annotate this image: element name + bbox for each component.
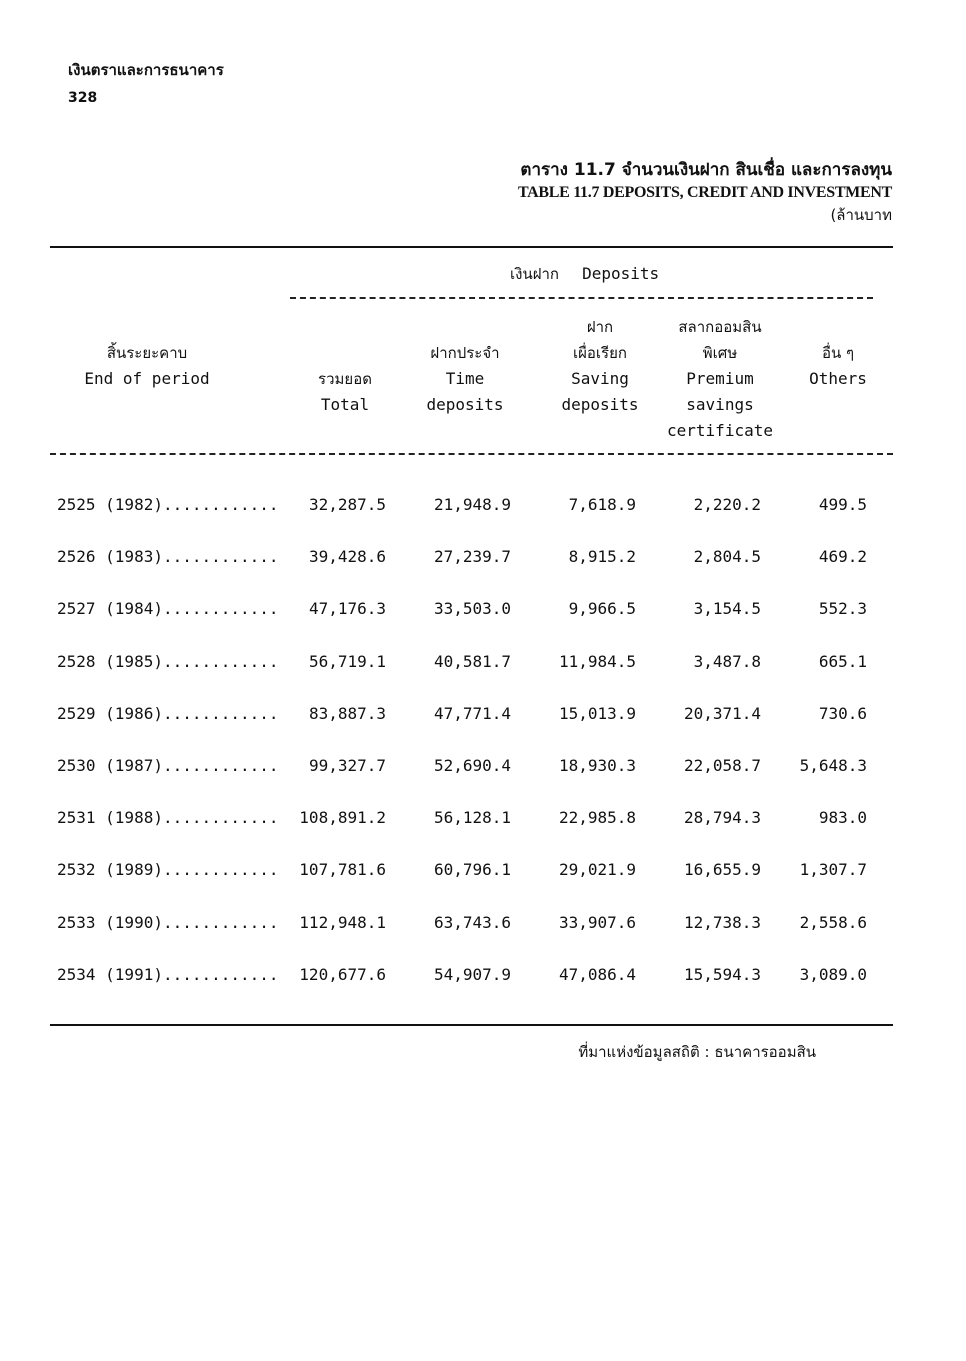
row-saving-value: 18,930.3 <box>558 756 636 775</box>
row-premium-value: 28,794.3 <box>683 808 761 828</box>
row-premium-value: 2,220.2 <box>693 495 761 514</box>
table-row <box>0 652 966 678</box>
row-saving-value: 9,966.5 <box>568 599 636 619</box>
table-row <box>0 913 966 939</box>
row-saving-value: 33,907.6 <box>558 912 636 932</box>
row-period: 2533 (1990)............ <box>57 912 279 932</box>
col-header-premium-thai1: สลากออมสิน <box>678 318 762 336</box>
col-header-period <box>62 340 232 392</box>
row-premium-value: 3,487.8 <box>693 651 761 671</box>
col-header-saving-thai1: ฝาก <box>586 318 614 336</box>
running-header: เงินตราและการธนาคาร <box>68 61 224 79</box>
table-row <box>0 860 966 886</box>
col-header-saving-en1: Saving <box>571 369 629 388</box>
row-period: 2531 (1988)............ <box>57 808 279 828</box>
table-title-thai: ตาราง 11.7 จำนวนเงินฝาก สินเชื่อ และการลงทุน <box>520 160 892 180</box>
row-total-value: 56,719.1 <box>308 651 386 671</box>
row-saving-value: 15,013.9 <box>558 703 636 723</box>
row-time-value: 63,743.6 <box>433 912 511 932</box>
row-time-value: 27,239.7 <box>433 547 511 567</box>
table-title-block <box>518 158 892 226</box>
row-period: 2532 (1989)............ <box>57 860 279 880</box>
row-period: 2534 (1991)............ <box>57 964 279 984</box>
table-row <box>0 495 966 521</box>
col-header-others-thai: อื่น ๆ <box>821 344 855 362</box>
row-premium-value: 3,154.5 <box>693 599 761 619</box>
row-period: 2528 (1985)............ <box>57 651 279 671</box>
col-header-total <box>295 366 395 418</box>
table-row <box>0 965 966 991</box>
col-header-others-en: Others <box>809 369 867 388</box>
row-saving-value: 7,618.9 <box>568 495 636 514</box>
col-header-period-en: End of period <box>84 369 210 388</box>
group-header-thai: เงินฝาก <box>510 265 559 283</box>
col-header-saving-en2: deposits <box>561 395 639 414</box>
row-saving-value: 47,086.4 <box>558 964 636 984</box>
group-header <box>510 262 659 286</box>
row-total-value: 32,287.5 <box>308 495 386 514</box>
table-unit: (ล้านบาท <box>830 206 892 224</box>
bottom-rule <box>50 1024 893 1026</box>
row-period: 2526 (1983)............ <box>57 547 279 567</box>
source-note: ที่มาแห่งข้อมูลสถิติ : ธนาคารออมสิน <box>578 1043 816 1061</box>
row-premium-value: 16,655.9 <box>683 860 761 880</box>
top-rule <box>50 246 893 248</box>
row-total-value: 112,948.1 <box>299 912 386 932</box>
row-premium-value: 12,738.3 <box>683 912 761 932</box>
col-header-period-thai: สิ้นระยะคาบ <box>106 344 188 362</box>
col-header-total-en: Total <box>320 395 370 414</box>
col-header-others <box>795 340 881 392</box>
row-period: 2529 (1986)............ <box>57 703 279 723</box>
table-row <box>0 547 966 573</box>
col-header-total-thai: รวมยอด <box>318 370 372 388</box>
table-row <box>0 704 966 730</box>
row-others-value: 2,558.6 <box>799 912 867 932</box>
row-total-value: 108,891.2 <box>299 808 386 828</box>
row-others-value: 983.0 <box>818 808 867 828</box>
row-others-value: 665.1 <box>818 651 867 671</box>
row-total-value: 83,887.3 <box>308 703 386 723</box>
col-header-premium-en2: savings <box>686 395 754 414</box>
row-premium-value: 2,804.5 <box>693 547 761 567</box>
row-others-value: 552.3 <box>818 599 867 619</box>
table-row <box>0 808 966 834</box>
row-premium-value: 15,594.3 <box>683 964 761 984</box>
deposits-sub-rule <box>290 297 873 299</box>
header-bottom-rule <box>50 453 893 455</box>
table-row <box>0 756 966 782</box>
row-others-value: 3,089.0 <box>799 964 867 984</box>
row-total-value: 39,428.6 <box>308 547 386 567</box>
row-time-value: 40,581.7 <box>433 651 511 671</box>
row-premium-value: 22,058.7 <box>683 756 761 775</box>
row-total-value: 99,327.7 <box>308 756 386 775</box>
col-header-premium-en3: certificate <box>667 421 773 440</box>
row-others-value: 1,307.7 <box>799 860 867 880</box>
row-total-value: 107,781.6 <box>299 860 386 880</box>
table-title-english: TABLE 11.7 DEPOSITS, CREDIT AND INVESTMENT <box>517 184 892 201</box>
col-header-time-en2: deposits <box>426 395 504 414</box>
row-time-value: 52,690.4 <box>433 756 511 775</box>
col-header-saving <box>545 314 655 418</box>
row-others-value: 5,648.3 <box>799 756 867 775</box>
row-others-value: 730.6 <box>818 703 867 723</box>
row-total-value: 47,176.3 <box>308 599 386 619</box>
row-period: 2530 (1987)............ <box>57 756 279 775</box>
row-saving-value: 8,915.2 <box>568 547 636 567</box>
row-time-value: 56,128.1 <box>433 808 511 828</box>
col-header-premium <box>658 314 782 444</box>
row-saving-value: 29,021.9 <box>558 860 636 880</box>
row-others-value: 499.5 <box>818 495 867 514</box>
col-header-time <box>410 340 520 418</box>
group-header-english: Deposits <box>582 264 660 283</box>
row-time-value: 47,771.4 <box>433 703 511 723</box>
page-number: 328 <box>68 90 98 106</box>
row-time-value: 21,948.9 <box>433 495 511 514</box>
row-time-value: 33,503.0 <box>433 599 511 619</box>
row-premium-value: 20,371.4 <box>683 703 761 723</box>
table-row <box>0 599 966 625</box>
row-saving-value: 22,985.8 <box>558 808 636 828</box>
row-period: 2525 (1982)............ <box>57 495 279 514</box>
row-period: 2527 (1984)............ <box>57 599 279 619</box>
col-header-saving-thai2: เผื่อเรียก <box>573 344 627 362</box>
row-saving-value: 11,984.5 <box>558 651 636 671</box>
row-time-value: 54,907.9 <box>433 964 511 984</box>
col-header-time-thai: ฝากประจำ <box>430 344 500 362</box>
row-time-value: 60,796.1 <box>433 860 511 880</box>
col-header-premium-en1: Premium <box>686 369 754 388</box>
row-others-value: 469.2 <box>818 547 867 567</box>
col-header-time-en1: Time <box>445 369 485 388</box>
row-total-value: 120,677.6 <box>299 964 386 984</box>
col-header-premium-thai2: พิเศษ <box>702 344 738 362</box>
